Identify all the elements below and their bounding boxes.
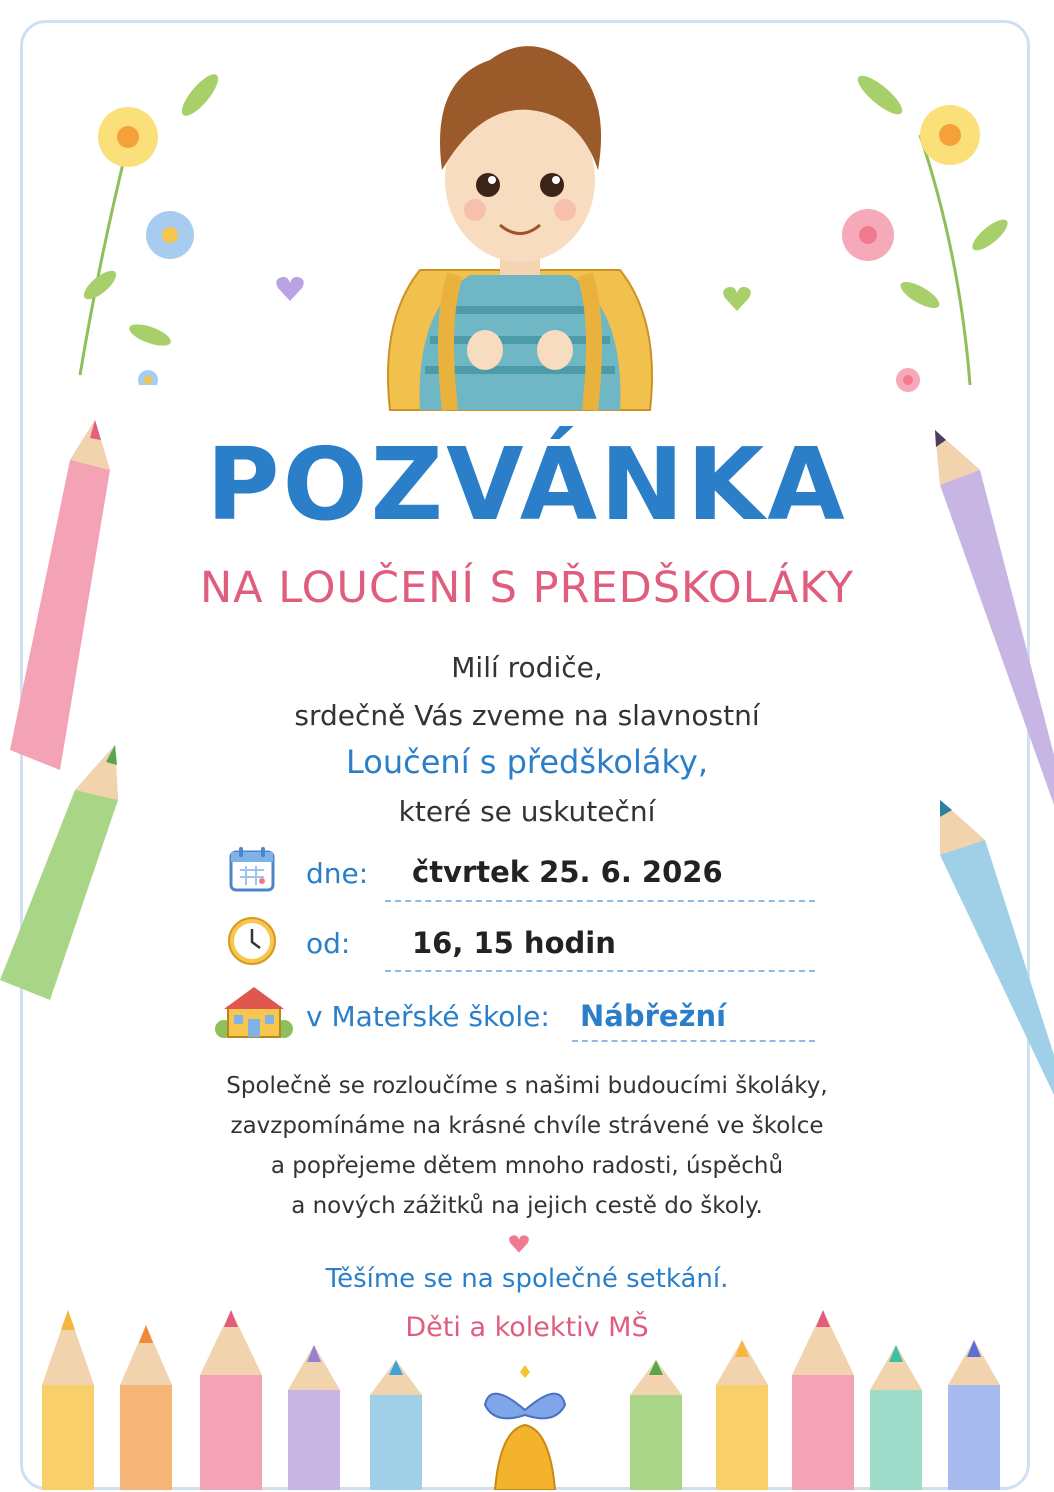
clock-icon [226, 915, 278, 967]
greeting-line: které se uskuteční [398, 795, 656, 828]
body-line: a popřejeme dětem mnoho radosti, úspěchů [270, 1153, 784, 1179]
flower-corner-top-right [820, 55, 1030, 395]
heart-icon [722, 285, 752, 313]
school-value: Nábřežní [580, 999, 727, 1033]
body-line: zavzpomínáme na krásné chvíle strávené ve školce [230, 1113, 824, 1139]
date-value: čtvrtek 25. 6. 2026 [412, 855, 723, 889]
greeting-line: Milí rodiče, [451, 651, 603, 684]
body-line: a nových zážitků na jejich cestě do školy. [291, 1193, 763, 1219]
divider [572, 1040, 815, 1042]
date-label: dne: [306, 857, 369, 890]
invitation-subtitle: NA LOUČENÍ S PŘEDŠKOLÁKY [199, 563, 855, 613]
time-label: od: [306, 927, 351, 960]
greeting-line: srdečně Vás zveme na slavnostní [294, 699, 760, 732]
time-value: 16, 15 hodin [412, 926, 616, 960]
invitation-title: POZVÁNKA [206, 426, 848, 543]
school-label: v Mateřské škole: [306, 1000, 550, 1033]
pencil-blue-right [930, 795, 1054, 1095]
heart-icon [508, 1234, 530, 1254]
body-line: Společně se rozloučíme s našimi budoucími školáky, [226, 1073, 828, 1099]
heart-icon [275, 275, 305, 303]
bell-icon [460, 1360, 590, 1490]
divider [385, 970, 815, 972]
closing-text: Těšíme se na společné setkání. [325, 1264, 729, 1294]
event-name: Loučení s předškoláky, [346, 743, 708, 781]
calendar-icon [228, 845, 276, 893]
flower-corner-top-left [40, 55, 260, 385]
signature: Děti a kolektiv MŠ [405, 1312, 649, 1343]
boy-with-backpack-illustration [360, 20, 680, 415]
divider [385, 900, 815, 902]
school-house-icon [214, 983, 294, 1039]
